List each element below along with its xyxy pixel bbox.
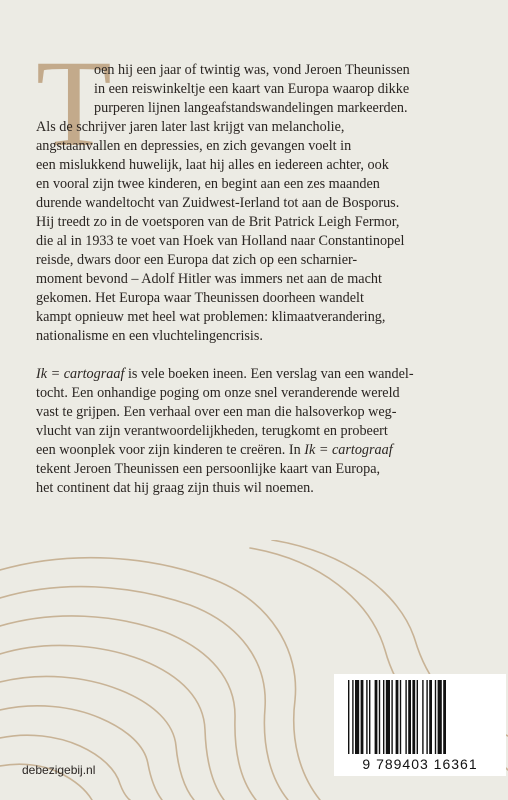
barcode-bar	[352, 680, 353, 754]
barcode-bar	[386, 680, 390, 754]
barcode-bar	[422, 680, 423, 754]
barcode-bar	[369, 680, 370, 754]
barcode-bar	[375, 680, 378, 754]
barcode-bar	[391, 680, 392, 754]
blurb-line: kampt opnieuw met heel wat problemen: klimaatverandering,	[36, 309, 386, 325]
drop-cap: T	[36, 35, 112, 172]
barcode-bar	[408, 680, 411, 754]
blurb-line: reisde, dwars door een Europa dat zich op een scharnier-	[36, 252, 358, 268]
barcode-bar	[443, 680, 446, 754]
blurb-line: een mislukkend huwelijk, laat hij alles en iedereen achter, ook	[36, 157, 389, 173]
barcode-bar	[361, 680, 364, 754]
book-title: Ik = cartograaf	[36, 366, 125, 382]
blurb-line: durende wandeltocht van Zuidwest-Ierland tot aan de Bosporus.	[36, 195, 400, 211]
barcode-bar	[355, 680, 359, 754]
barcode-bars	[348, 680, 498, 754]
barcode	[334, 674, 506, 776]
barcode-bar	[438, 680, 442, 754]
blurb-line: Ik = cartograaf is vele boeken ineen. Een verslag van een wandel-	[36, 366, 414, 382]
barcode-bar	[366, 680, 367, 754]
barcode-bar	[426, 680, 427, 754]
blurb-line: Als de schrijver jaren later last krijgt van melancholie,	[36, 119, 345, 135]
blurb-line: vlucht van zijn verantwoordelijkheden, terugkomt en probeert	[36, 423, 388, 439]
blurb-line: die al in 1933 te voet van Hoek van Holland naar Constantinopel	[36, 233, 405, 249]
blurb-line: een woonplek voor zijn kinderen te creëren. In Ik = cartograaf	[36, 442, 393, 458]
barcode-bar	[400, 680, 401, 754]
blurb-line: oen hij een jaar of twintig was, vond Jeroen Theunissen	[94, 62, 410, 78]
barcode-bar	[435, 680, 436, 754]
barcode-bar	[379, 680, 380, 754]
blurb-line: tocht. Een onhandige poging om onze snel veranderende wereld	[36, 385, 400, 401]
barcode-bar	[429, 680, 432, 754]
blurb-line: angstaanvallen en depressies, en zich gevangen voelt in	[36, 138, 352, 154]
blurb-line: Hij treedt zo in de voetsporen van de Brit Patrick Leigh Fermor,	[36, 214, 400, 230]
barcode-bar	[417, 680, 418, 754]
barcode-bar	[405, 680, 406, 754]
blurb-text	[36, 61, 486, 498]
blurb-line: het continent dat hij graag zijn thuis wil noemen.	[36, 480, 314, 496]
barcode-bar	[412, 680, 415, 754]
publisher-url: debezigebij.nl	[22, 763, 96, 777]
blurb-line: tekent Jeroen Theunissen een persoonlijke kaart van Europa,	[36, 461, 381, 477]
book-title: Ik = cartograaf	[304, 442, 393, 458]
blurb-line: gekomen. Het Europa waar Theunissen doorheen wandelt	[36, 290, 364, 306]
barcode-bar	[396, 680, 399, 754]
barcode-bar	[348, 680, 349, 754]
barcode-bar	[383, 680, 384, 754]
blurb-line: purperen lijnen langeafstandswandelingen markeerden.	[94, 100, 408, 116]
blurb-line: en vooral zijn twee kinderen, en begint aan een zes maanden	[36, 176, 380, 192]
barcode-digits: 9 789403 16361	[362, 756, 478, 772]
blurb-line: nationalisme en een vluchtelingencrisis.	[36, 328, 263, 344]
blurb-line: in een reiswinkeltje een kaart van Europa waarop dikke	[94, 81, 410, 97]
blurb-line: vast te grijpen. Een verhaal over een man die halsoverkop weg-	[36, 404, 397, 420]
blurb-line: moment bevond – Adolf Hitler was immers net aan de macht	[36, 271, 382, 287]
